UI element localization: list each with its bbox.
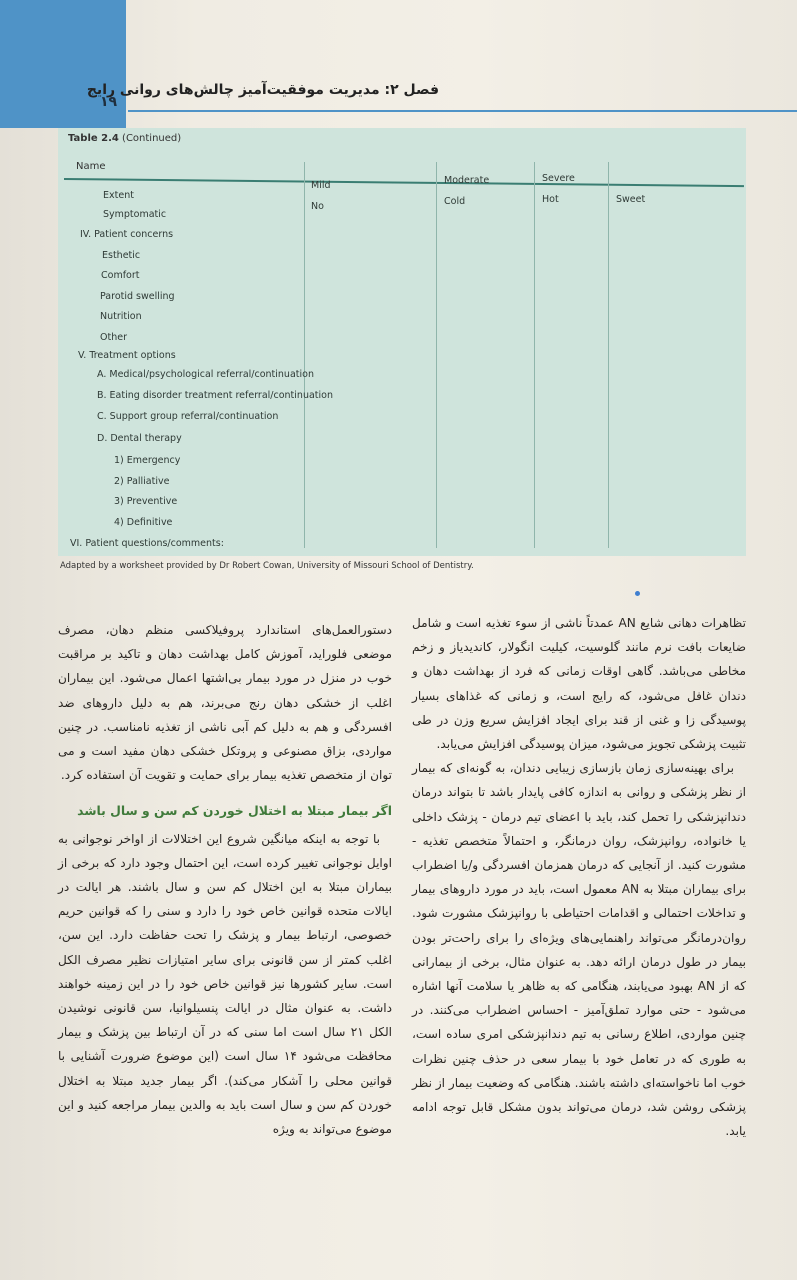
- scale-moderate: Moderate: [444, 175, 490, 186]
- table-caption-label: Table 2.4: [68, 133, 119, 144]
- table-row: 1) Emergency: [114, 455, 181, 466]
- table-row: V. Treatment options: [78, 350, 176, 361]
- table-row: Nutrition: [100, 311, 142, 322]
- blue-dot-marker: [635, 591, 640, 596]
- table-row: Parotid swelling: [100, 291, 175, 302]
- scale-sweet: Sweet: [616, 194, 646, 205]
- page-number: ۱۹: [100, 94, 118, 110]
- table-row: Symptomatic: [103, 209, 167, 220]
- left-text-column: [58, 618, 392, 1141]
- scale-mild: Mild: [311, 180, 331, 191]
- name-column-header: Name: [76, 161, 106, 172]
- table-row: C. Support group referral/continuation: [97, 411, 279, 422]
- column-divider: [436, 162, 437, 548]
- table-row: VI. Patient questions/comments:: [70, 538, 224, 549]
- column-divider: [608, 162, 609, 548]
- scale-cold: Cold: [444, 196, 466, 207]
- table-row: 4) Definitive: [114, 517, 173, 528]
- table-caption: [68, 133, 181, 144]
- scale-no: No: [311, 201, 324, 212]
- column-divider: [534, 162, 535, 548]
- running-head: فصل ۲: مدیریت موفقیت‌آمیز چالش‌های روانی رایج: [86, 82, 439, 98]
- table-row: Other: [100, 332, 127, 343]
- worksheet-table: [58, 128, 746, 556]
- table-row: Extent: [103, 190, 134, 201]
- table-row: D. Dental therapy: [97, 433, 182, 444]
- right-text-column: [412, 611, 746, 1143]
- table-header-rule: [64, 178, 744, 187]
- table-row: IV. Patient concerns: [80, 229, 174, 240]
- header-rule: [128, 110, 797, 112]
- column-divider: [304, 162, 305, 548]
- table-caption-suffix: (Continued): [122, 133, 182, 144]
- paragraph: تظاهرات دهانی شایع AN عمدتاً ناشی از سوء تغذیه است و شامل ضایعات بافت نرم مانند گلوسیت، کیلیت انگولار، کاندیدیاز و زخم مخاطی می‌باشد. گاهی اوقات زمانی که فرد از بهداشت دهان و دندان غافل می‌شود، که رایج است، و زمانی که غذاهای بسیار پوسیدگی زا و غنی از قند برای ایجاد افزایش سریع وزن در طی تثبیت پزشکی تجویز می‌شود، میزان پوسیدگی افزایش می‌یابد.: [412, 616, 746, 752]
- table-row: 3) Preventive: [114, 496, 178, 507]
- scale-severe: Severe: [542, 173, 575, 184]
- paragraph: برای بهینه‌سازی زمان بازسازی زیبایی دندان، به گونه‌ای که بیمار از نظر پزشکی و روانی به اندازه کافی پایدار باشد تا بتواند درمان دندانپزشکی را تحمل کند، باید با اعضای تیم درمان - پزشک داخلی یا خانواده، روانپزشک، روان درمانگر، و احتمالاً متخصص تغذیه - مشورت کنید. از آنجایی که درمان همزمان افسردگی و/یا اضطراب برای بیماران مبتلا به AN معمول است، باید در مورد داروهای بیمار و تداخلات احتمالی و اقدامات احتیاطی با روانپزشک مشورت شود. روان‌درمانگر می‌تواند راهنمایی‌های ویژه‌ای را برای راحت‌تر بودن بیمار در طول درمان ارائه دهد. به عنوان مثال، برخی از بیمارانی که از AN بهبود می‌یابند، هنگامی که به ظاهر یا سلامت آنها اشاره می‌شود - حتی موارد تملق‌آمیز - احساس اضطراب می‌کنند. در چنین مواردی، اطلاع رسانی به تیم دندانپزشکی امری ساده است، به طوری که در تعامل خود با بیمار سعی در حذف چنین نظرات خوب اما ناخواسته‌ای داشته باشند. هنگامی که وضعیت بیمار از نظر پزشکی روشن شد، درمان می‌تواند بدون مشکل قابل توجه ادامه یابد.: [412, 761, 747, 1139]
- table-row: Esthetic: [102, 250, 141, 261]
- paragraph: با توجه به اینکه میانگین شروع این اختلالات از اواخر نوجوانی به اوایل نوجوانی تغییر کرده است، این احتمال وجود دارد که برخی از بیماران مبتلا به این اختلال کم سن و سال باشند. هر ایالت در ایالات متحده قوانین خاص خود را دارد و سنی را که قوانین حریم خصوصی، ارتباط بیمار و پزشک را تحت حفاظت دارد. این سن، اغلب کمتر از سن قانونی برای سایر امتیازات نظیر مصرف الکل است. سایر کشورها نیز قوانین خاص خود را در این زمینه خواهند داشت. به عنوان مثال در ایالت پنسیلوانیا، سن قانونی نوشیدن الکل ۲۱ سال است اما سنی که در آن ارتباط بین پزشک و بیمار محافظت می‌شود ۱۴ سال است (این موضوع ضرورت آشنایی با قوانین محلی را آشکار می‌کند). اگر بیمار جدید مبتلا به اختلال خوردن کم سن و سال است باید به والدین بیمار مراجعه کنید و این موضوع می‌تواند به ویژه: [58, 831, 392, 1137]
- section-heading: اگر بیمار مبتلا به اختلال خوردن کم سن و سال باشد: [77, 803, 392, 819]
- table-row: B. Eating disorder treatment referral/continuation: [97, 390, 333, 401]
- table-row: A. Medical/psychological referral/continuation: [97, 369, 314, 380]
- table-footnote: Adapted by a worksheet provided by Dr Robert Cowan, University of Missouri School of Dentistry.: [60, 561, 474, 571]
- table-row: Comfort: [101, 270, 140, 281]
- table-row: 2) Palliative: [114, 476, 170, 487]
- scale-hot: Hot: [542, 194, 559, 205]
- paragraph: دستورالعمل‌های استاندارد پروفیلاکسی منظم دهان، مصرف موضعی فلوراید، آموزش کامل بهداشت دهان و تاکید بر مراقبت خوب در منزل در مورد بیمار بی‌اشتها اعمال می‌شود. این بیماران اغلب از خشکی دهان رنج می‌برند، هم به دلیل داروهای ضد افسردگی و هم به دلیل کم آبی ناشی از تغذیه نامناسب. در چنین مواردی، بزاق مصنوعی و پروتکل خشکی دهان مفید است و می توان از متخصص تغذیه بیمار برای حمایت و تقویت آن استفاده کرد.: [58, 623, 392, 783]
